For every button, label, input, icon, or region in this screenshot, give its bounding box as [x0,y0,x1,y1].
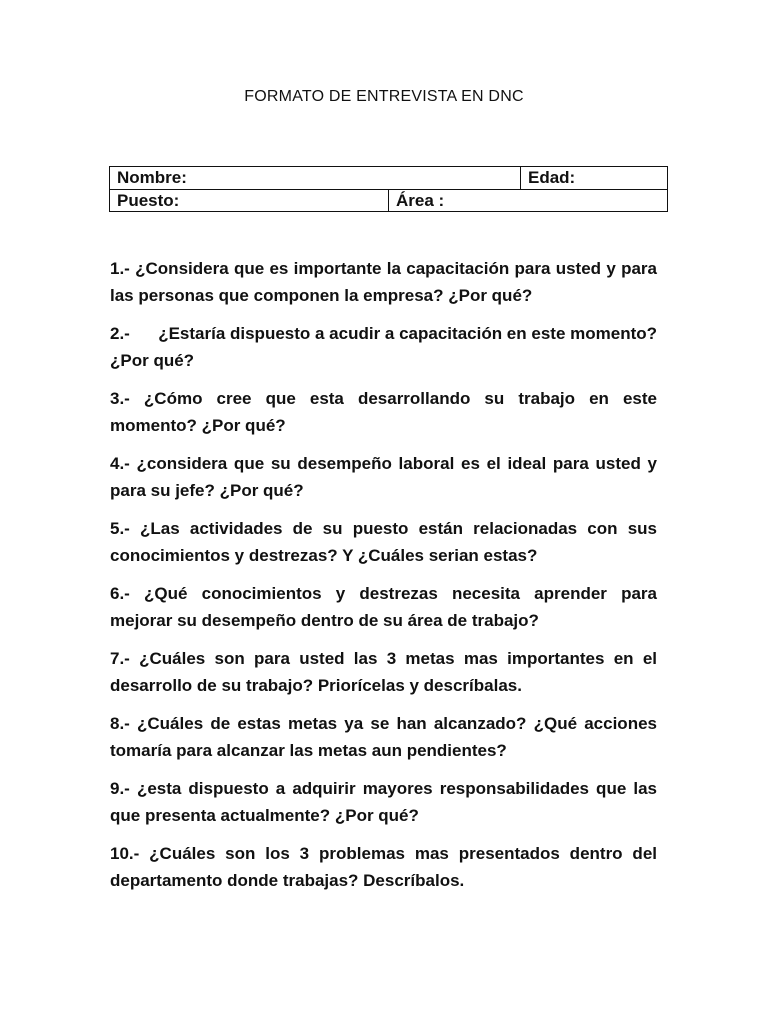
question-text: ¿Las actividades de su puesto están relacionadas con sus conocimientos y destrezas? Y ¿Cuáles serian estas? [110,519,657,565]
question-item [110,320,657,374]
edad-field[interactable]: Edad: [521,167,668,190]
info-row-2 [110,190,668,212]
document-title: FORMATO DE ENTREVISTA EN DNC [244,88,524,105]
question-text: ¿Cuáles de estas metas ya se han alcanzado? ¿Qué acciones tomaría para alcanzar las metas aun pendientes? [110,714,657,760]
question-item [110,255,657,309]
nombre-field[interactable]: Nombre: [110,167,521,190]
question-number: 5.- [110,519,130,538]
question-text: ¿Cuáles son los 3 problemas mas presentados dentro del departamento donde trabajas? Descríbalos. [110,844,657,890]
interviewee-info-table [109,166,668,212]
question-number: 3.- [110,389,130,408]
question-item [110,450,657,504]
question-number: 6.- [110,584,130,603]
question-item [110,515,657,569]
question-text: ¿considera que su desempeño laboral es el ideal para usted y para su jefe? ¿Por qué? [110,454,657,500]
question-text: ¿Estaría dispuesto a acudir a capacitación en este momento? ¿Por qué? [110,324,658,370]
question-text: ¿Cómo cree que esta desarrollando su trabajo en este momento? ¿Por qué? [110,389,658,435]
question-number: 9.- [110,779,130,798]
info-row-1 [110,167,668,190]
question-number: 8.- [110,714,130,733]
question-item [110,385,657,439]
question-item [110,775,657,829]
question-text: ¿esta dispuesto a adquirir mayores responsabilidades que las que presenta actualmente? ¿Por qué? [110,779,657,825]
question-number: 2.- [110,324,130,343]
question-number: 7.- [110,649,130,668]
question-item [110,580,657,634]
question-number: 1.- [110,259,130,278]
question-text: ¿Considera que es importante la capacitación para usted y para las personas que componen la empresa? ¿Por qué? [110,259,657,305]
question-item [110,710,657,764]
area-field[interactable]: Área : [389,190,668,212]
question-number: 4.- [110,454,130,473]
puesto-field[interactable]: Puesto: [110,190,389,212]
question-item [110,840,657,894]
question-list [110,255,657,905]
question-number: 10.- [110,844,140,863]
question-text: ¿Cuáles son para usted las 3 metas mas importantes en el desarrollo de su trabajo? Priorícelas y descríbalas. [110,649,657,695]
question-text: ¿Qué conocimientos y destrezas necesita aprender para mejorar su desempeño dentro de su área de trabajo? [110,584,657,630]
question-item [110,645,657,699]
